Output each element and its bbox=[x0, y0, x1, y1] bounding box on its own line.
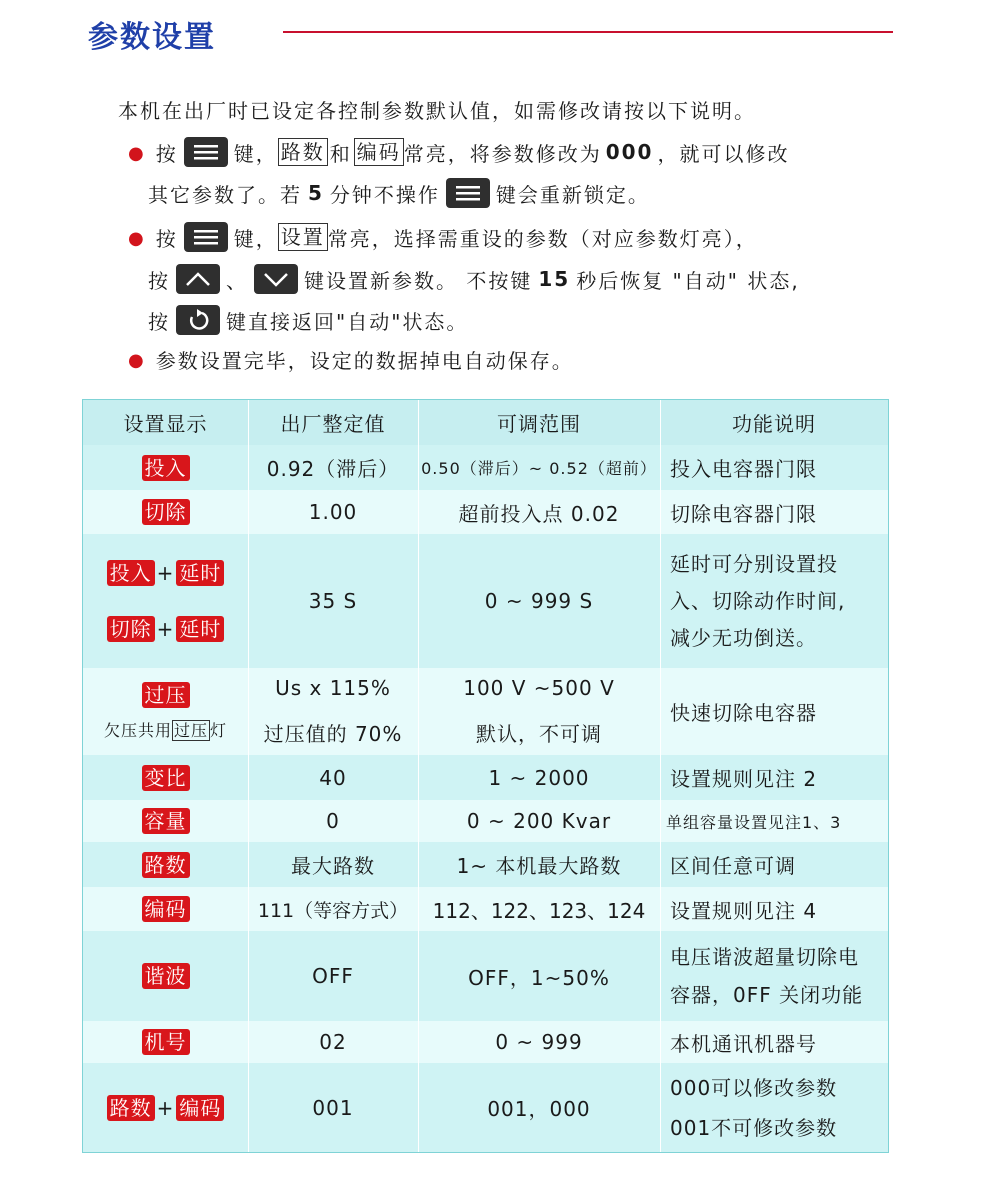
bullet-1-line-2 bbox=[148, 178, 650, 208]
text: 键， bbox=[233, 226, 278, 251]
plus-sign: + bbox=[156, 617, 175, 641]
desc-cell: 区间任意可调 bbox=[670, 854, 796, 878]
table-row bbox=[83, 534, 888, 668]
tag-combo bbox=[107, 560, 225, 586]
code-value: 000 bbox=[605, 140, 654, 164]
intro-text: 本机在出厂时已设定各控制参数默认值，如需修改请按以下说明。 bbox=[118, 99, 756, 123]
range-cell: OFF，1~50% bbox=[468, 965, 610, 990]
boxed-label-lushu: 路数 bbox=[278, 138, 328, 166]
table-row bbox=[83, 842, 888, 887]
desc-cell: 切除电容器门限 bbox=[670, 501, 817, 526]
default-cell: 0.92（滞后） bbox=[266, 457, 400, 481]
default-cell: 35 S bbox=[308, 589, 358, 613]
red-tag: 延时 bbox=[176, 560, 224, 586]
desc-line: 入、切除动作时间, bbox=[670, 588, 846, 613]
default-cell: 1.00 bbox=[308, 500, 358, 524]
plus-sign: + bbox=[156, 561, 175, 585]
text: 键， bbox=[233, 141, 278, 166]
desc-cell: 设置规则见注 4 bbox=[670, 898, 818, 923]
desc-cell: 快速切除电容器 bbox=[670, 701, 817, 725]
header-cell: 设置显示 bbox=[123, 412, 208, 436]
header-cell: 可调范围 bbox=[497, 412, 581, 436]
range-value: 默认，不可调 bbox=[476, 722, 602, 746]
menu-key-icon bbox=[446, 178, 490, 208]
column-divider bbox=[248, 400, 249, 1152]
default-cell bbox=[248, 668, 418, 755]
bullet-3-line-1 bbox=[128, 345, 574, 374]
red-tag: 过压 bbox=[142, 682, 190, 708]
red-tag: 机号 bbox=[142, 1029, 190, 1055]
red-tag: 路数 bbox=[142, 852, 190, 878]
menu-key-icon bbox=[184, 222, 228, 252]
default-cell: 001 bbox=[312, 1095, 354, 1120]
parameter-table bbox=[82, 399, 889, 1153]
default-cell: OFF bbox=[312, 964, 354, 988]
setting-cell bbox=[83, 1021, 248, 1063]
sub-label bbox=[104, 718, 227, 741]
desc-line: 电压谐波超量切除电 bbox=[670, 945, 859, 969]
setting-cell bbox=[83, 445, 248, 490]
text: 、 bbox=[226, 268, 248, 293]
desc-line: 000可以修改参数 bbox=[670, 1075, 838, 1100]
table-row bbox=[83, 668, 888, 755]
desc-line: 减少无功倒送。 bbox=[670, 625, 817, 650]
desc-cell: 本机通讯机器号 bbox=[670, 1031, 817, 1056]
text: 按 bbox=[155, 226, 178, 251]
desc-cell bbox=[660, 1063, 888, 1152]
tag-combo bbox=[107, 616, 225, 642]
title-rule bbox=[283, 31, 893, 33]
boxed-label-bianma: 编码 bbox=[354, 138, 404, 166]
default-cell: 最大路数 bbox=[291, 854, 375, 878]
bullet-2-line-3 bbox=[148, 305, 468, 335]
plus-sign: + bbox=[156, 1095, 175, 1120]
range-cell: 0.50（滞后）~ 0.52（超前） bbox=[421, 459, 657, 478]
table-row bbox=[83, 931, 888, 1021]
table-row bbox=[83, 887, 888, 931]
table-row bbox=[83, 800, 888, 842]
setting-cell bbox=[83, 490, 248, 534]
default-cell: 111（等容方式） bbox=[257, 899, 409, 922]
text: 按 bbox=[155, 141, 178, 166]
table-row bbox=[83, 445, 888, 490]
text: ，就可以修改 bbox=[657, 141, 790, 166]
red-tag: 容量 bbox=[142, 808, 190, 834]
text: 分钟不操作 bbox=[329, 182, 440, 207]
setting-cell bbox=[83, 1063, 248, 1152]
boxed-label: 过压 bbox=[173, 721, 208, 740]
boxed-label-shezhi: 设置 bbox=[278, 223, 328, 251]
table-row bbox=[83, 755, 888, 800]
text: 常亮，选择需重设的参数（对应参数灯亮）， bbox=[327, 226, 758, 251]
range-value: 100 V ~500 V bbox=[463, 676, 615, 700]
number: 15 bbox=[538, 267, 571, 291]
page-title: 参数设置 bbox=[88, 20, 216, 55]
range-cell: 0 ~ 999 S bbox=[484, 589, 594, 613]
text: 按 bbox=[148, 268, 170, 293]
text: 秒后恢复 "自动" 状态, bbox=[576, 268, 800, 293]
text: 灯 bbox=[210, 721, 228, 740]
table-row bbox=[83, 1063, 888, 1152]
red-tag: 编码 bbox=[176, 1095, 224, 1121]
desc-cell: 投入电容器门限 bbox=[670, 457, 817, 481]
table-header bbox=[83, 400, 888, 445]
red-tag: 延时 bbox=[176, 616, 224, 642]
default-cell: 02 bbox=[319, 1030, 347, 1054]
up-key-icon bbox=[176, 264, 220, 294]
red-tag: 切除 bbox=[107, 616, 155, 642]
range-cell: 0 ~ 999 bbox=[495, 1030, 583, 1054]
default-cell: 40 bbox=[319, 765, 347, 790]
text: 参数设置完毕，设定的数据掉电自动保存。 bbox=[155, 349, 574, 373]
text: 键设置新参数。 不按键 bbox=[304, 268, 533, 293]
setting-cell bbox=[83, 887, 248, 931]
header-cell: 功能说明 bbox=[732, 412, 816, 436]
number: 5 bbox=[308, 181, 324, 205]
default-value: 过压值的 70% bbox=[263, 722, 403, 746]
text: 其它参数了。若 bbox=[148, 182, 302, 207]
bullet-dot-icon: ● bbox=[128, 227, 146, 249]
text: 欠压共用 bbox=[103, 721, 172, 740]
bullet-dot-icon: ● bbox=[128, 350, 146, 371]
setting-cell bbox=[83, 668, 248, 755]
return-key-icon bbox=[176, 305, 220, 335]
text: 常亮，将参数修改为 bbox=[403, 141, 602, 166]
range-cell: 112、122、123、124 bbox=[432, 898, 646, 923]
bullet-1-line-1 bbox=[128, 137, 789, 167]
tag-combo bbox=[107, 1095, 225, 1121]
desc-cell bbox=[660, 534, 888, 668]
red-tag: 投入 bbox=[107, 560, 155, 586]
down-key-icon bbox=[254, 264, 298, 294]
desc-cell bbox=[660, 931, 888, 1021]
setting-cell bbox=[83, 534, 248, 668]
range-cell: 1 ~ 2000 bbox=[488, 765, 590, 790]
column-divider bbox=[418, 400, 419, 1152]
range-cell: 超前投入点 0.02 bbox=[458, 501, 620, 526]
red-tag: 变比 bbox=[142, 765, 190, 791]
desc-cell: 设置规则见注 2 bbox=[670, 767, 818, 791]
setting-cell bbox=[83, 800, 248, 842]
column-divider bbox=[660, 400, 661, 1152]
range-cell bbox=[418, 668, 660, 755]
default-value: Us x 115% bbox=[275, 676, 391, 700]
text: 和 bbox=[329, 141, 352, 166]
setting-cell bbox=[83, 755, 248, 800]
setting-cell bbox=[83, 931, 248, 1021]
range-cell: 001，000 bbox=[487, 1097, 591, 1121]
header-cell: 出厂整定值 bbox=[280, 412, 386, 436]
range-cell: 0 ~ 200 Kvar bbox=[466, 809, 612, 833]
menu-key-icon bbox=[184, 137, 228, 167]
default-cell: 0 bbox=[326, 809, 340, 833]
table-row bbox=[83, 1021, 888, 1063]
table-row bbox=[83, 490, 888, 534]
text: 键会重新锁定。 bbox=[495, 182, 650, 207]
range-cell: 1~ 本机最大路数 bbox=[456, 854, 622, 878]
red-tag: 路数 bbox=[107, 1095, 155, 1121]
bullet-2-line-2 bbox=[148, 264, 800, 294]
desc-line: 001不可修改参数 bbox=[670, 1115, 838, 1140]
desc-line: 延时可分别设置投 bbox=[670, 551, 838, 576]
desc-cell: 单组容量设置见注1、3 bbox=[666, 812, 842, 832]
text: 键直接返回"自动"状态。 bbox=[226, 309, 469, 334]
bullet-2-line-1 bbox=[128, 222, 758, 252]
red-tag: 编码 bbox=[142, 896, 190, 922]
red-tag: 投入 bbox=[142, 455, 190, 481]
setting-cell bbox=[83, 842, 248, 887]
desc-line: 容器，0FF 关闭功能 bbox=[670, 983, 864, 1007]
red-tag: 切除 bbox=[142, 499, 190, 525]
red-tag: 谐波 bbox=[142, 963, 190, 989]
bullet-dot-icon: ● bbox=[128, 142, 146, 164]
text: 按 bbox=[148, 309, 170, 334]
